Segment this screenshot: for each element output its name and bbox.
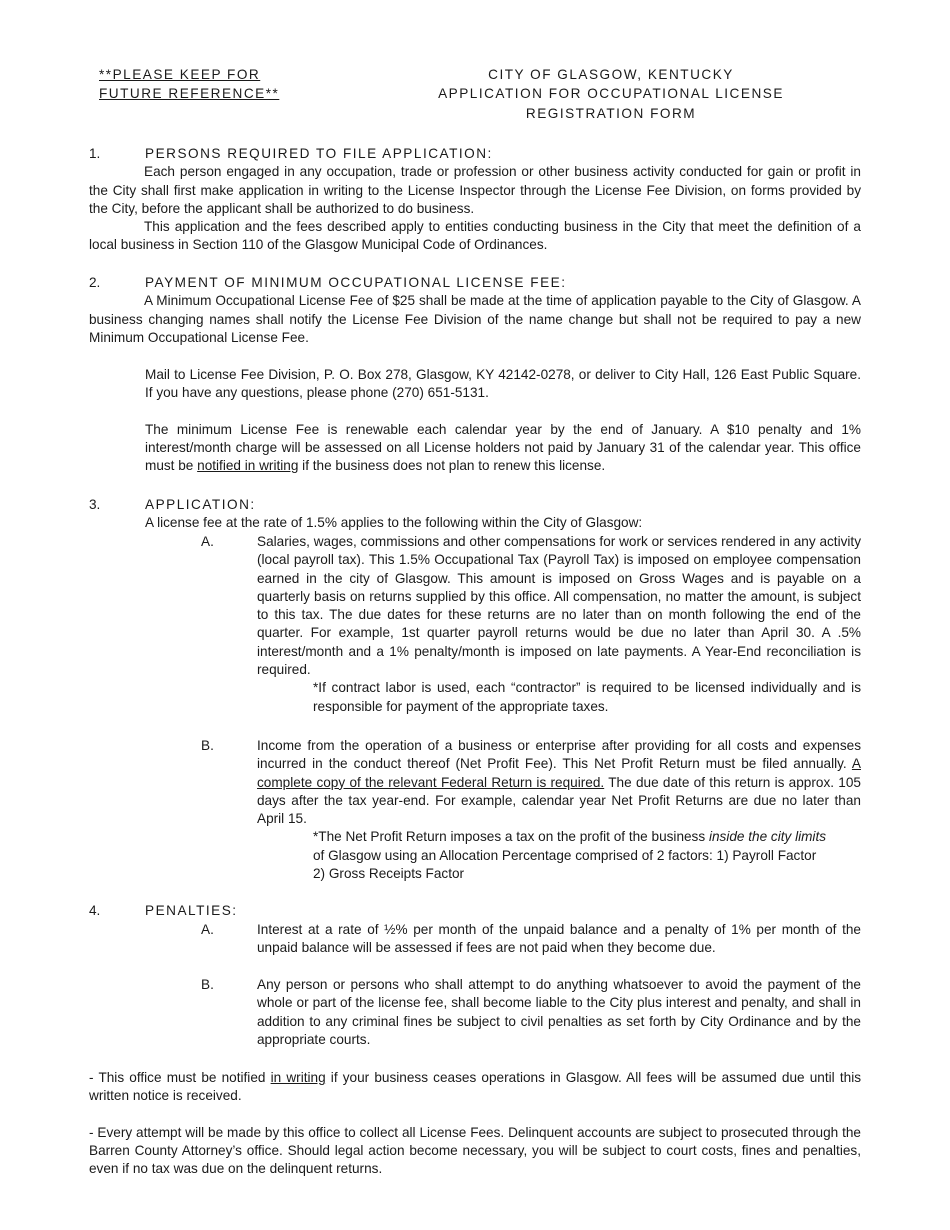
item-b-note-line1 (313, 828, 861, 846)
section-3-item-b (201, 737, 861, 883)
notice-collection: - Every attempt will be made by this office to collect all License Fees. Delinquent accounts are subject to prosecuted through the Barren County Attorney’s office. Should legal action become necessary, you will be subject to court costs, fines and penalties, even if no tax was due on the delinquent returns. (89, 1124, 861, 1177)
section-4-item-a-label: A. (201, 922, 214, 937)
page-title (380, 66, 842, 123)
section-3-heading: APPLICATION: (145, 497, 256, 512)
section-4-item-b-text: Any person or persons who shall attempt to do anything whatsoever to avoid the payment of the whole or part of the license fee, shall become liable to the City plus interest and penalty, and shall in addition to any criminal fines be subject to civil penalties as set forth by City Ordinance and by the appropriate courts. (257, 977, 861, 1047)
title-line2: APPLICATION FOR OCCUPATIONAL LICENSE (438, 86, 784, 102)
section-3-number: 3. (89, 497, 101, 512)
notice-1-text-b: if your business ceases operations in Glasgow. All fees will be assumed due until this written notice is received. (89, 1070, 862, 1104)
title-line3: REGISTRATION FORM (525, 105, 697, 121)
title-line1: CITY OF GLASGOW, KENTUCKY (488, 67, 734, 82)
section-1-number: 1. (89, 146, 101, 161)
section-3-item-b-text (257, 737, 861, 828)
section-4-number: 4. (89, 903, 101, 918)
section-3-item-a (201, 533, 861, 716)
section-4-item-b-label: B. (201, 977, 214, 992)
section-2-paragraph-1: A Minimum Occupational License Fee of $25 shall be made at the time of application payable to the City of Glasgow. A business changing names shall notify the License Fee Division of the name change but shall not be required to pay a new Minimum Occupational License Fee. (89, 293, 861, 345)
section-3 (89, 496, 861, 533)
section-1-paragraph-2: This application and the fees described apply to entities conducting business in the City that meet the definition of a local business in Section 110 of the Glasgow Municipal Code of Ordinances. (89, 219, 861, 253)
item-b-note-line3: 2) Gross Receipts Factor (313, 866, 465, 882)
section-2-number: 2. (89, 275, 101, 290)
section-1-heading: PERSONS REQUIRED TO FILE APPLICATION: (145, 146, 493, 161)
section-4-heading: PENALTIES: (145, 903, 238, 918)
section-4 (89, 902, 861, 920)
keep-note-line1: **PLEASE KEEP FOR (99, 67, 261, 82)
item-b-text-underlined: A complete copy of the relevant Federal Return is required. (257, 756, 861, 790)
renewal-text-a: The minimum License Fee is renewable each calendar year by the end of January. A $10 penalty and 1% interest/month charge will be assessed on all License holders not paid by January 31 of the calendar year. This office must be (145, 421, 861, 474)
notice-1-underlined: in writing (270, 1070, 326, 1085)
notice-1-text-a: - This office must be notified (89, 1070, 271, 1085)
section-3-item-a-label: A. (201, 534, 214, 549)
section-2 (89, 274, 861, 476)
item-b-note-italic: inside the city limits (708, 829, 827, 845)
notice-cease-operations (89, 1069, 861, 1106)
section-1-paragraph-1: Each person engaged in any occupation, trade or profession or other business activity conducted for gain or profit in the City shall first make application in writing to the License Inspector through the License Fee Division, on forms provided by the City, before the applicant shall be authorized to do business. (89, 164, 861, 216)
item-b-text-2: The due date of this return is approx. 105 days after the tax year-end. For example, calendar year Net Profit Returns are due no later than April 15. (257, 774, 861, 827)
keep-note (99, 66, 299, 104)
section-4-item-a (201, 921, 861, 958)
section-4-item-b (201, 976, 861, 1049)
renewal-text-b: if the business does not plan to renew this license. (298, 458, 606, 474)
section-1 (89, 145, 861, 255)
item-b-text-1: Income from the operation of a business or enterprise after providing for all costs and expenses incurred in the conduct thereof (Net Profit Fee). This Net Profit Return must be filed annually. (257, 738, 861, 772)
section-3-intro: A license fee at the rate of 1.5% applies to the following within the City of Glasgow: (145, 515, 643, 531)
section-2-mail-info: Mail to License Fee Division, P. O. Box 278, Glasgow, KY 42142-0278, or deliver to City Hall, 126 East Public Square. If you have any questions, please phone (270) 651-5131. (145, 367, 861, 401)
renewal-text-underlined: notified in writing (197, 458, 299, 474)
section-3-item-b-note (313, 828, 861, 883)
section-3-item-a-text: Salaries, wages, commissions and other compensations for work or services rendered in any activity (local payroll tax). This 1.5% Occupational Tax (Payroll Tax) is imposed on employee compensation earned in the city of Glasgow. This amount is imposed on Gross Wages and is payable on a quarterly basis on returns supplied by this office. All compensation, no matter the amount, is subject to this tax. The due dates for these returns are no later than on month following the end of the quarter. For example, 1st quarter payroll returns would be due no later than April 30. A .5% interest/month and a 1% penalty/month is imposed on late payments. A Year-End reconciliation is required. (257, 534, 861, 678)
section-3-item-a-note: *If contract labor is used, each “contractor” is required to be licensed individually and is responsible for payment of the appropriate taxes. (313, 680, 861, 714)
section-2-renewal (145, 421, 861, 476)
item-b-note-text-1: *The Net Profit Return imposes a tax on the profit of the business (313, 829, 709, 845)
section-4-item-a-text: Interest at a rate of ½% per month of the unpaid balance and a penalty of 1% per month of the unpaid balance will be assessed if fees are not paid when they become due. (257, 922, 861, 956)
footer-notices (89, 1069, 861, 1178)
item-b-note-line2: of Glasgow using an Allocation Percentage comprised of 2 factors: 1) Payroll Factor (313, 847, 817, 863)
keep-note-line2: FUTURE REFERENCE** (99, 86, 280, 102)
section-3-item-b-label: B. (201, 738, 214, 753)
section-2-heading: PAYMENT OF MINIMUM OCCUPATIONAL LICENSE FEE: (145, 275, 567, 290)
